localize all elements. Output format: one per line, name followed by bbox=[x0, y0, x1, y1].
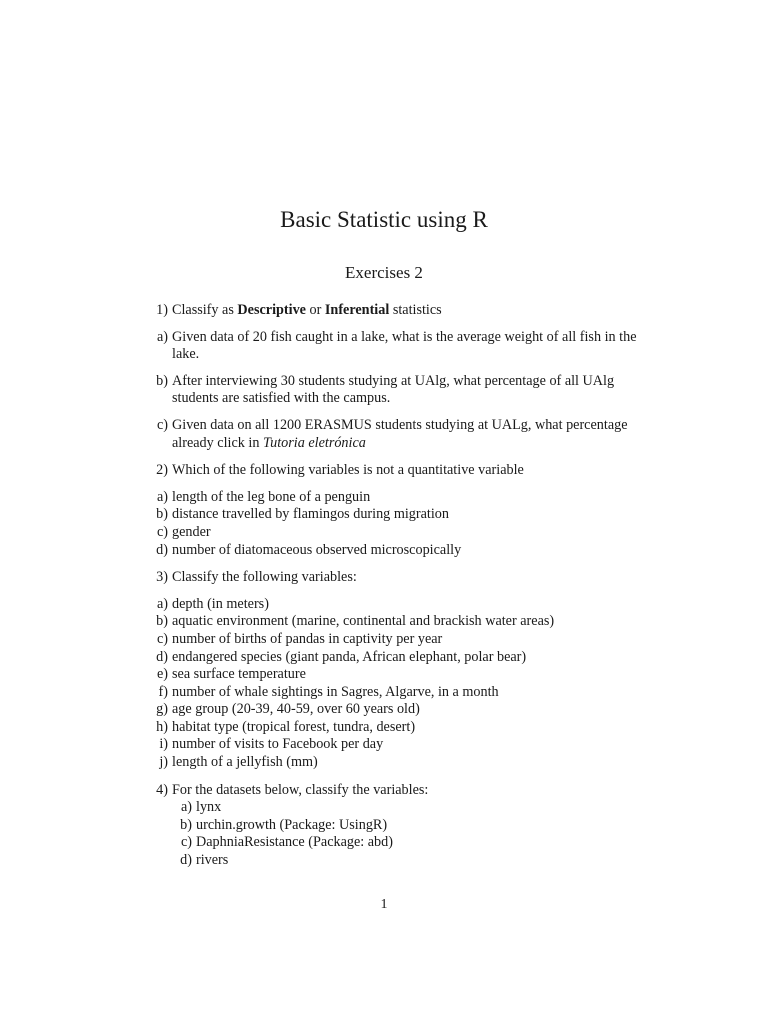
list-item: b) After interviewing 30 students studying at UAlg, what percentage of all UAlg students are satisfied with the campus. bbox=[156, 372, 615, 407]
list-item: b) aquatic environment (marine, continental and brackish water areas) bbox=[156, 613, 555, 630]
question-4 bbox=[146, 782, 642, 800]
list-item: f) number of whale sightings in Sagres, Algarve, in a month bbox=[158, 683, 499, 700]
list-item: c) gender bbox=[156, 523, 211, 540]
list-item: d) endangered species (giant panda, African elephant, polar bear) bbox=[156, 648, 527, 665]
list-item: a) lynx bbox=[180, 799, 222, 816]
question-text: Which of the following variables is not a quantitative variable bbox=[172, 462, 524, 479]
list-item: c) number of births of pandas in captivity per year bbox=[156, 630, 443, 647]
document-subtitle: Exercises 2 bbox=[345, 263, 423, 282]
question-label: 3) bbox=[156, 569, 168, 586]
inferential-term: Inferential bbox=[324, 302, 390, 318]
question-1 bbox=[146, 302, 642, 320]
list-item: h) habitat type (tropical forest, tundra, desert) bbox=[156, 718, 416, 735]
list-item: b) urchin.growth (Package: UsingR) bbox=[180, 816, 388, 833]
list-item: c) DaphniaResistance (Package: abd) bbox=[180, 834, 393, 851]
list-item: b) distance travelled by flamingos during migration bbox=[156, 506, 449, 523]
list-item: a) Given data of 20 fish caught in a lake, what is the average weight of all fish in the lake. bbox=[156, 328, 637, 363]
list-item: d) number of diatomaceous observed microscopically bbox=[156, 541, 462, 558]
descriptive-term: Descriptive bbox=[237, 302, 306, 318]
list-item: c) Given data on all 1200 ERASMUS students studying at UALg, what percentage already click in Tutoria eletrónica bbox=[156, 416, 628, 451]
question-label: 4) bbox=[156, 781, 168, 798]
tutoria-term: Tutoria eletrónica bbox=[263, 434, 366, 451]
question-2 bbox=[146, 462, 642, 480]
question-text: For the datasets below, classify the variables: bbox=[172, 781, 429, 798]
document-title: Basic Statistic using R bbox=[280, 207, 488, 232]
list-item: i) number of visits to Facebook per day bbox=[159, 736, 384, 753]
list-item: d) rivers bbox=[180, 852, 229, 869]
question-text: Classify the following variables: bbox=[172, 569, 357, 586]
exercise-list bbox=[146, 302, 642, 870]
list-item: a) depth (in meters) bbox=[156, 595, 269, 612]
question-3 bbox=[146, 569, 642, 587]
question-label: 1) bbox=[156, 302, 168, 318]
list-item: j) length of a jellyfish (mm) bbox=[159, 754, 318, 771]
question-label: 2) bbox=[156, 462, 168, 479]
list-item: g) age group (20-39, 40-59, over 60 years old) bbox=[156, 701, 420, 718]
list-item: e) sea surface temperature bbox=[156, 666, 306, 683]
question-text: Classify as Descriptive or Inferential statistics bbox=[172, 302, 442, 318]
list-item: a) length of the leg bone of a penguin bbox=[156, 488, 371, 505]
page-number: 1 bbox=[380, 897, 388, 912]
